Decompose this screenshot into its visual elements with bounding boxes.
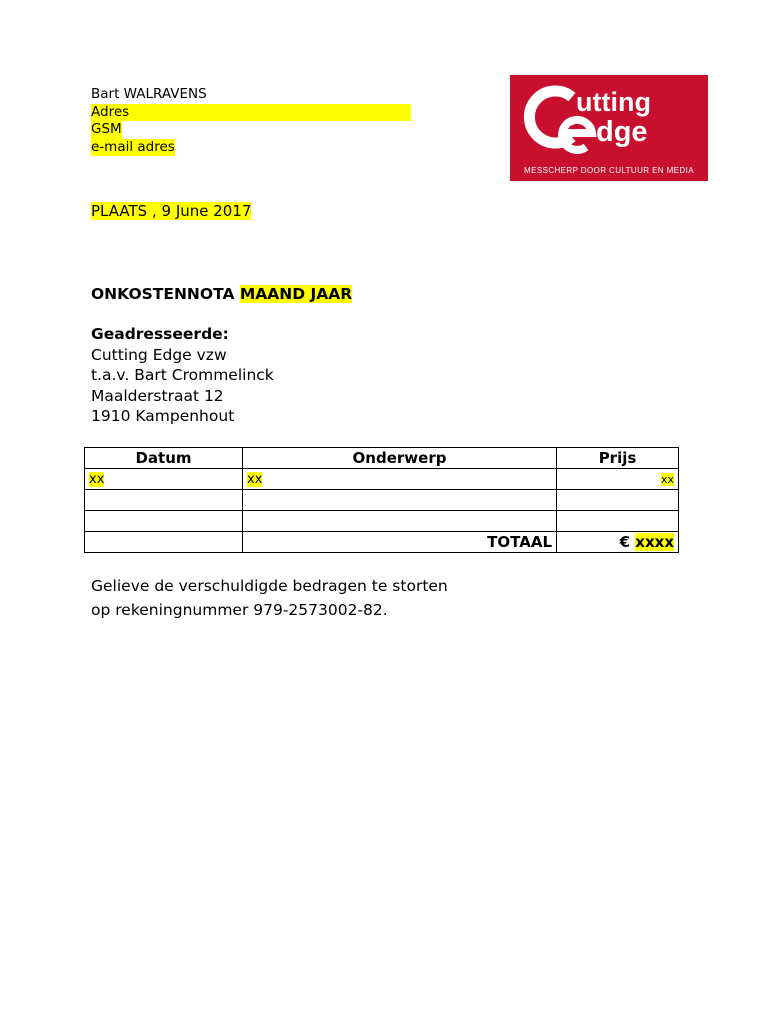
- addressee-line: Cutting Edge vzw: [91, 345, 227, 364]
- document-title: [91, 284, 352, 304]
- cell-price: [557, 490, 679, 511]
- cell-date: [85, 511, 243, 532]
- header-price: Prijs: [557, 448, 679, 469]
- cell-date: [85, 469, 243, 490]
- table-row: [85, 511, 679, 532]
- total-value: xxxx: [635, 533, 674, 551]
- sender-email: e-mail adres: [91, 138, 175, 155]
- addressee-line: 1910 Kampenhout: [91, 407, 235, 425]
- total-amount: [557, 532, 679, 553]
- total-currency: €: [619, 533, 631, 551]
- sender-phone: GSM: [91, 121, 122, 137]
- logo-word-top: utting: [576, 87, 651, 117]
- sender-address: Adres: [91, 104, 411, 122]
- cutting-edge-logo: [510, 75, 708, 181]
- place-date-text: PLAATS , 9 June 2017: [91, 202, 252, 220]
- addressee-heading: Geadresseerde:: [91, 325, 229, 343]
- cell-price: [557, 469, 679, 490]
- cell-price: [557, 511, 679, 532]
- addressee-line: Maalderstraat 12: [91, 386, 224, 405]
- header-subject: Onderwerp: [243, 448, 557, 469]
- table-row: [85, 469, 679, 490]
- addressee-line: t.a.v. Bart Crommelinck: [91, 366, 274, 384]
- cell-date: [85, 490, 243, 511]
- cell-subject-value: xx: [247, 471, 263, 487]
- cell-subject: [243, 511, 557, 532]
- total-label: TOTAAL: [243, 532, 557, 553]
- sender-block: [91, 86, 411, 156]
- payment-note-line-1: Gelieve de verschuldigde bedragen te storten: [91, 577, 448, 595]
- payment-note: [91, 574, 448, 622]
- cell-subject: [243, 469, 557, 490]
- expense-table: [84, 447, 679, 553]
- table-row: [85, 490, 679, 511]
- title-period: MAAND JAAR: [239, 285, 353, 303]
- total-empty-cell: [85, 532, 243, 553]
- addressee-block: [91, 324, 274, 427]
- place-date: [91, 201, 251, 221]
- cell-price-value: xx: [660, 472, 674, 486]
- table-header-row: [85, 448, 679, 469]
- table-total-row: [85, 532, 679, 553]
- header-date: Datum: [85, 448, 243, 469]
- logo-word-bottom: dge: [596, 116, 648, 148]
- payment-note-line-2: op rekeningnummer 979-2573002-82.: [91, 601, 388, 619]
- title-prefix: ONKOSTENNOTA: [91, 285, 235, 303]
- cell-date-value: xx: [89, 471, 105, 487]
- sender-name: Bart WALRAVENS: [91, 86, 207, 102]
- logo-tagline: MESSCHERP DOOR CULTUUR EN MEDIA: [524, 166, 694, 175]
- cell-subject: [243, 490, 557, 511]
